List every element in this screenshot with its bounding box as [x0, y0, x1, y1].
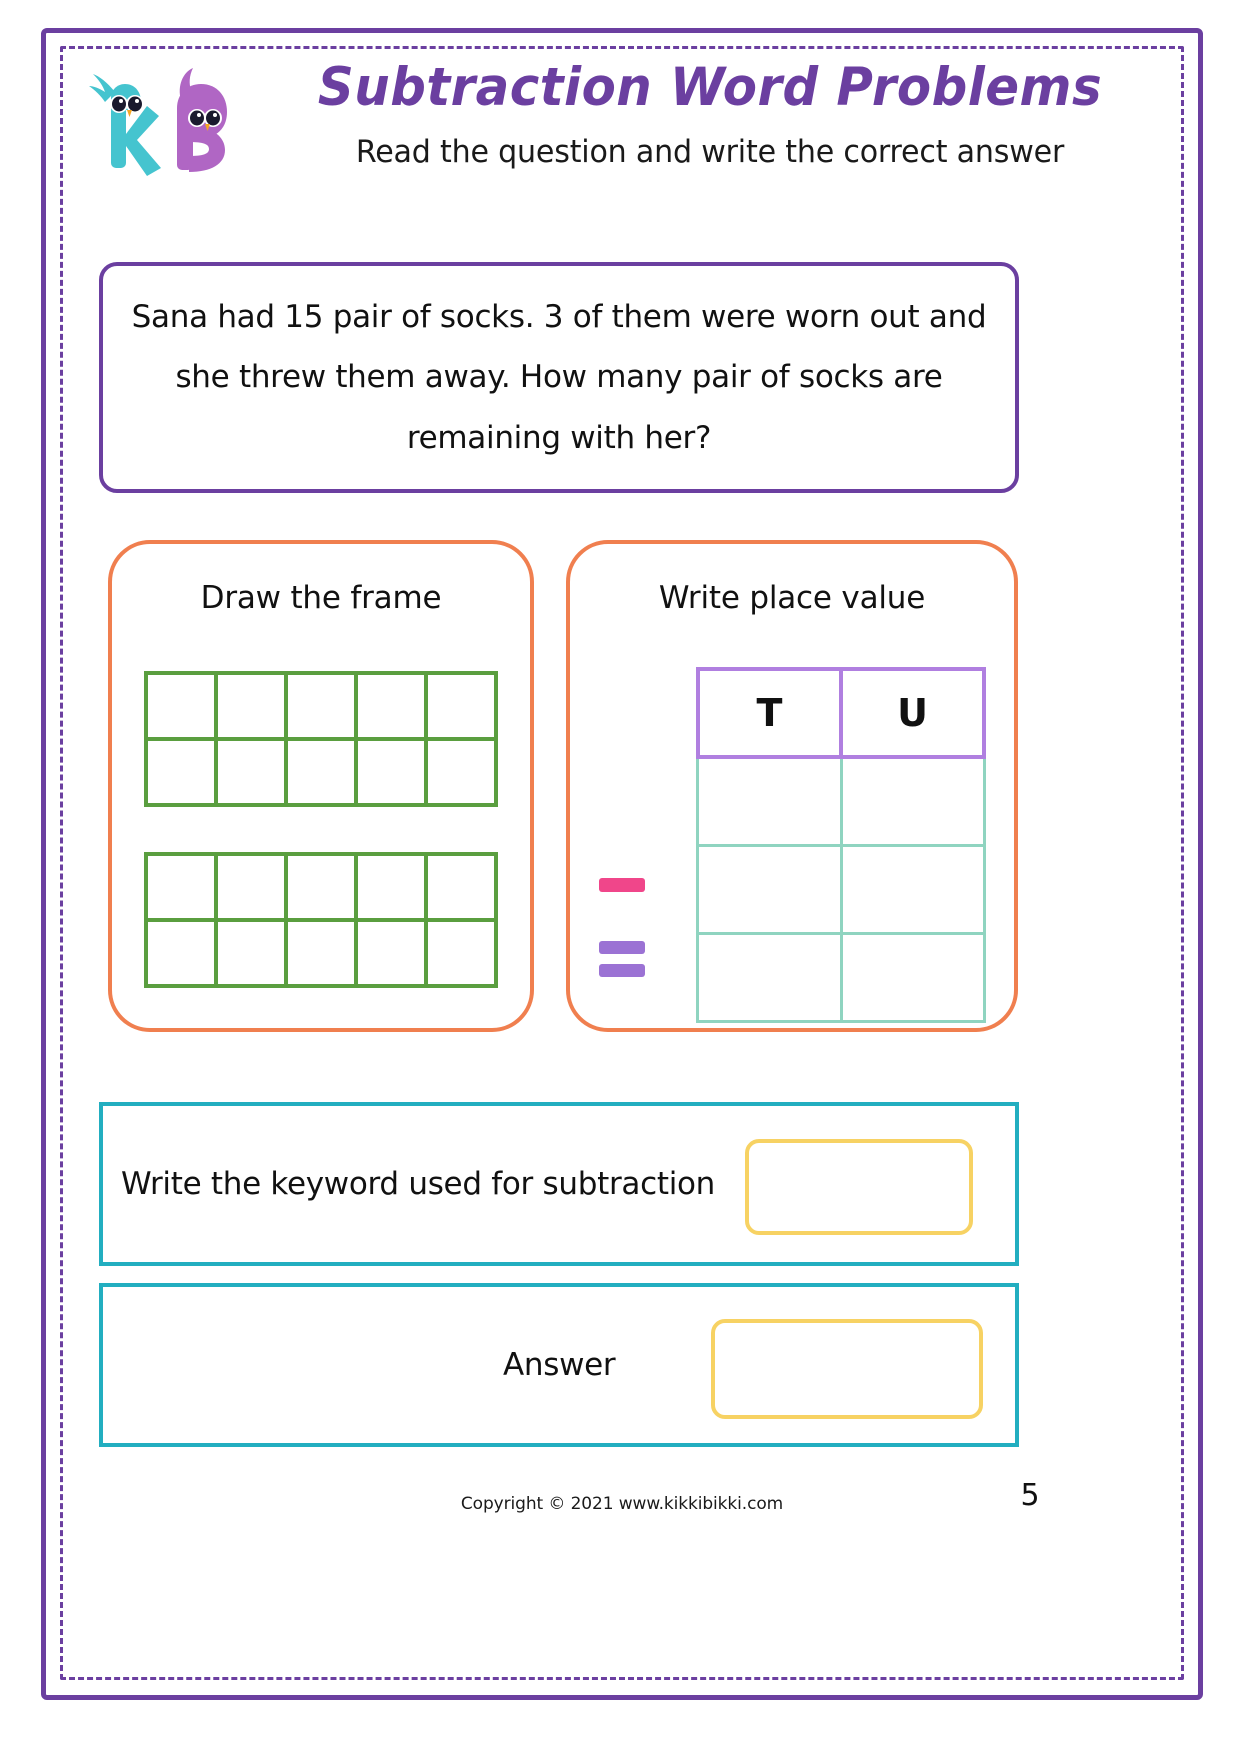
minus-sign-icon [599, 878, 645, 892]
place-value-header-tens: T [700, 671, 843, 759]
draw-the-frame-title: Draw the frame [200, 580, 442, 616]
place-value-cell[interactable] [699, 759, 843, 847]
ten-frame-cell[interactable] [358, 741, 428, 807]
ten-frame-cell[interactable] [358, 922, 428, 988]
page-number: 5 [1020, 1478, 1040, 1513]
ten-frame-cell[interactable] [218, 856, 288, 922]
ten-frame-cell[interactable] [288, 856, 358, 922]
kikkibikki-logo-icon [85, 64, 245, 192]
place-value-header-units: U [843, 671, 986, 759]
ten-frame-cell[interactable] [358, 675, 428, 741]
ten-frame-grid[interactable] [144, 852, 498, 988]
ten-frame-cell[interactable] [288, 922, 358, 988]
answer-label: Answer [503, 1347, 616, 1383]
draw-the-frame-panel [108, 540, 534, 1032]
ten-frame-cell[interactable] [428, 675, 498, 741]
place-value-cell[interactable] [843, 935, 987, 1023]
place-value-cell[interactable] [699, 935, 843, 1023]
place-value-row[interactable] [696, 759, 986, 847]
ten-frame-cell[interactable] [148, 741, 218, 807]
page-title: Subtraction Word Problems [317, 57, 1103, 118]
page-header [60, 52, 1184, 217]
ten-frame-cell[interactable] [218, 741, 288, 807]
ten-frame-cell[interactable] [288, 741, 358, 807]
answer-row [99, 1283, 1019, 1447]
ten-frame-cell[interactable] [218, 922, 288, 988]
equals-sign-icon [599, 941, 645, 977]
write-place-value-title: Write place value [658, 580, 926, 616]
question-text: Sana had 15 pair of socks. 3 of them were worn out and she threw them away. How many pair of socks are remaining with her? [131, 298, 987, 456]
ten-frame-cell[interactable] [358, 856, 428, 922]
ten-frame-cell[interactable] [148, 675, 218, 741]
keyword-label: Write the keyword used for subtraction [121, 1166, 716, 1202]
answer-input[interactable] [711, 1319, 983, 1419]
ten-frame-grid[interactable] [144, 671, 498, 807]
ten-frame-cell[interactable] [288, 675, 358, 741]
ten-frame-cell[interactable] [428, 741, 498, 807]
footer-copyright: Copyright © 2021 www.kikkibikki.com [460, 1494, 784, 1514]
ten-frame-cell[interactable] [148, 856, 218, 922]
keyword-row [99, 1102, 1019, 1266]
ten-frame-cell[interactable] [148, 922, 218, 988]
write-place-value-panel [566, 540, 1018, 1032]
place-value-row[interactable] [696, 935, 986, 1023]
place-value-cell[interactable] [843, 847, 987, 935]
ten-frame-cell[interactable] [428, 856, 498, 922]
place-value-cell[interactable] [843, 759, 987, 847]
keyword-input[interactable] [745, 1139, 973, 1235]
page-subtitle: Read the question and write the correct answer [355, 134, 1065, 170]
place-value-row[interactable] [696, 847, 986, 935]
ten-frame-cell[interactable] [428, 922, 498, 988]
question-box [99, 262, 1019, 493]
place-value-header-row [696, 667, 986, 759]
place-value-table [696, 667, 986, 1023]
ten-frame-cell[interactable] [218, 675, 288, 741]
place-value-cell[interactable] [699, 847, 843, 935]
